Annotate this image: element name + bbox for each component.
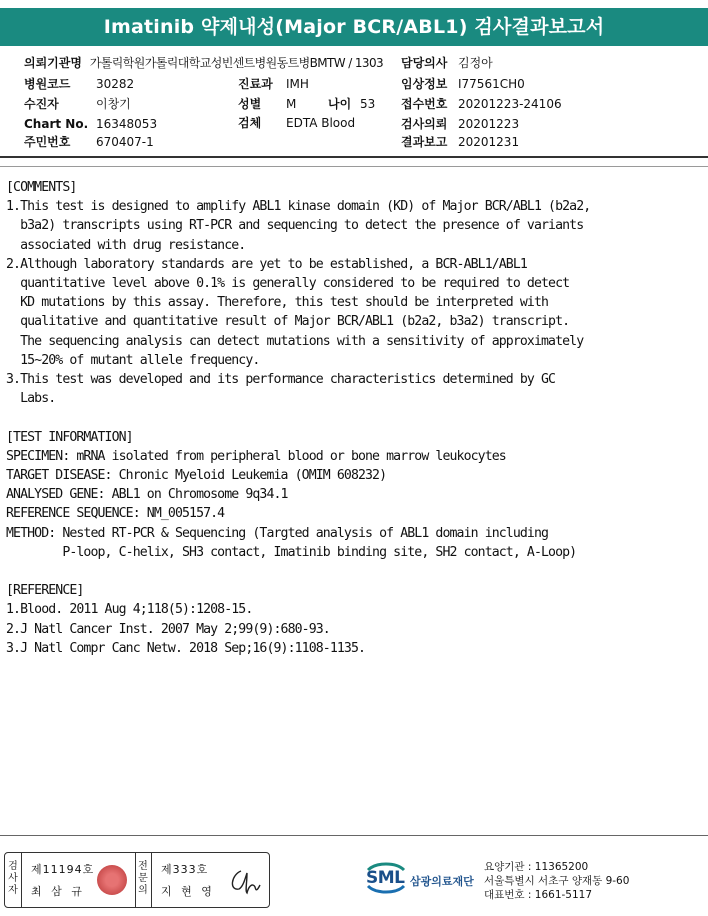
institution-value: 가톨릭학원가톨릭대학교성빈센트병원 <box>89 56 277 70</box>
sex-label: 성별 <box>238 97 262 111</box>
body-line: TARGET DISEASE: Chronic Myeloid Leukemia (OMIM 608232) <box>6 468 387 484</box>
footer-divider <box>0 835 708 836</box>
header-divider-thin <box>0 166 708 167</box>
hospital-code-value: 30282 <box>96 77 135 91</box>
examiner-name: 최 삼 규 <box>31 885 85 898</box>
body-line: associated with drug resistance. <box>6 237 246 253</box>
body-line: Labs. <box>6 391 56 407</box>
ward-value: 동트병BMTW / 1303 <box>276 56 384 70</box>
examiner-seal <box>97 865 127 895</box>
body-line: 3.This test was developed and its performance characteristics determined by GC <box>6 372 556 388</box>
chart-label: Chart No. <box>24 117 89 131</box>
report-title: Imatinib 약제내성(Major BCR/ABL1) 검사결과보고서 <box>0 8 708 46</box>
body-line: [REFERENCE] <box>6 583 84 599</box>
request-value: 20201223 <box>458 117 520 131</box>
body-line: [COMMENTS] <box>6 180 77 195</box>
specialist-signature <box>225 867 263 897</box>
body-line: 2.J Natl Cancer Inst. 2007 May 2;99(9):680-93. <box>6 621 330 637</box>
request-label: 검사의뢰 <box>401 117 448 131</box>
body-line: SPECIMEN: mRNA isolated from peripheral blood or bone marrow leukocytes <box>6 448 506 464</box>
logo-text: SML <box>366 868 405 888</box>
body-line: REFERENCE SEQUENCE: NM_005157.4 <box>6 506 225 522</box>
doctor-value: 김정아 <box>458 56 493 70</box>
sex-value: M <box>286 97 297 111</box>
report-label: 결과보고 <box>401 135 448 149</box>
age-value: 53 <box>360 97 376 111</box>
body-line: qualitative and quantitative result of Major BCR/ABL1 (b2a2, b3a2) transcript. <box>6 314 570 330</box>
patient-value: 이창기 <box>96 97 131 111</box>
body-line: P-loop, C-helix, SH3 contact, Imatinib binding site, SH2 contact, A-Loop) <box>6 544 577 560</box>
age-label: 나이 <box>328 97 352 111</box>
report-body <box>6 178 706 658</box>
dept-value: IMH <box>286 77 309 91</box>
body-line: 1.This test is designed to amplify ABL1 kinase domain (KD) of Major BCR/ABL1 (b2a2, <box>6 199 591 215</box>
lab-phone: 대표번호 : 1661-5117 <box>484 889 593 901</box>
institution-row <box>24 56 383 71</box>
body-line <box>6 562 706 581</box>
body-line <box>6 408 706 427</box>
resident-value: 670407-1 <box>96 135 154 149</box>
body-line: 1.Blood. 2011 Aug 4;118(5):1208-15. <box>6 602 253 618</box>
clinical-value: I77561CH0 <box>458 77 525 91</box>
foundation-name: 삼광의료재단 <box>410 875 474 888</box>
doctor-label: 담당의사 <box>401 56 448 70</box>
body-line: The sequencing analysis can detect mutations with a sensitivity of approximately <box>6 333 584 349</box>
body-line: [TEST INFORMATION] <box>6 429 133 445</box>
body-line: ANALYSED GENE: ABL1 on Chromosome 9q34.1 <box>6 487 288 503</box>
body-line: KD mutations by this assay. Therefore, this test should be interpreted with <box>6 295 549 311</box>
lab-address: 서울특별시 서초구 양재동 9-60 <box>484 875 630 887</box>
institution-label: 의뢰기관명 <box>24 56 82 70</box>
examiner-number: 제11194호 <box>31 863 95 876</box>
patient-label: 수진자 <box>24 97 59 111</box>
clinical-label: 임상정보 <box>401 77 448 91</box>
examiner-label: 검사자 <box>8 861 18 896</box>
hospital-code-label: 병원코드 <box>24 77 71 91</box>
dept-label: 진료과 <box>238 77 273 91</box>
specimen-label: 검체 <box>238 116 262 130</box>
receipt-label: 접수번호 <box>401 97 448 111</box>
specimen-value: EDTA Blood <box>286 116 356 130</box>
body-line: 2.Although laboratory standards are yet to be established, a BCR-ABL1/ABL1 <box>6 256 527 272</box>
body-line: 15~20% of mutant allele frequency. <box>6 352 260 368</box>
specialist-name: 지 현 영 <box>161 885 215 898</box>
body-line: 3.J Natl Compr Canc Netw. 2018 Sep;16(9):1108-1135. <box>6 640 366 656</box>
signature-box <box>4 852 270 908</box>
body-line: b3a2) transcripts using RT-PCR and sequencing to detect the presence of variants <box>6 218 584 234</box>
body-line: METHOD: Nested RT-PCR & Sequencing (Targted analysis of ABL1 domain including <box>6 525 549 541</box>
receipt-value: 20201223-24106 <box>458 97 562 111</box>
resident-label: 주민번호 <box>24 135 71 149</box>
care-institution: 요양기관 : 11365200 <box>484 861 589 873</box>
specialist-number: 제333호 <box>161 863 209 876</box>
body-line: quantitative level above 0.1% is generally considered to be required to detect <box>6 276 570 292</box>
header-divider <box>0 156 708 158</box>
specialist-label: 전문의 <box>138 861 148 896</box>
report-value: 20201231 <box>458 135 520 149</box>
chart-value: 16348053 <box>96 117 158 131</box>
